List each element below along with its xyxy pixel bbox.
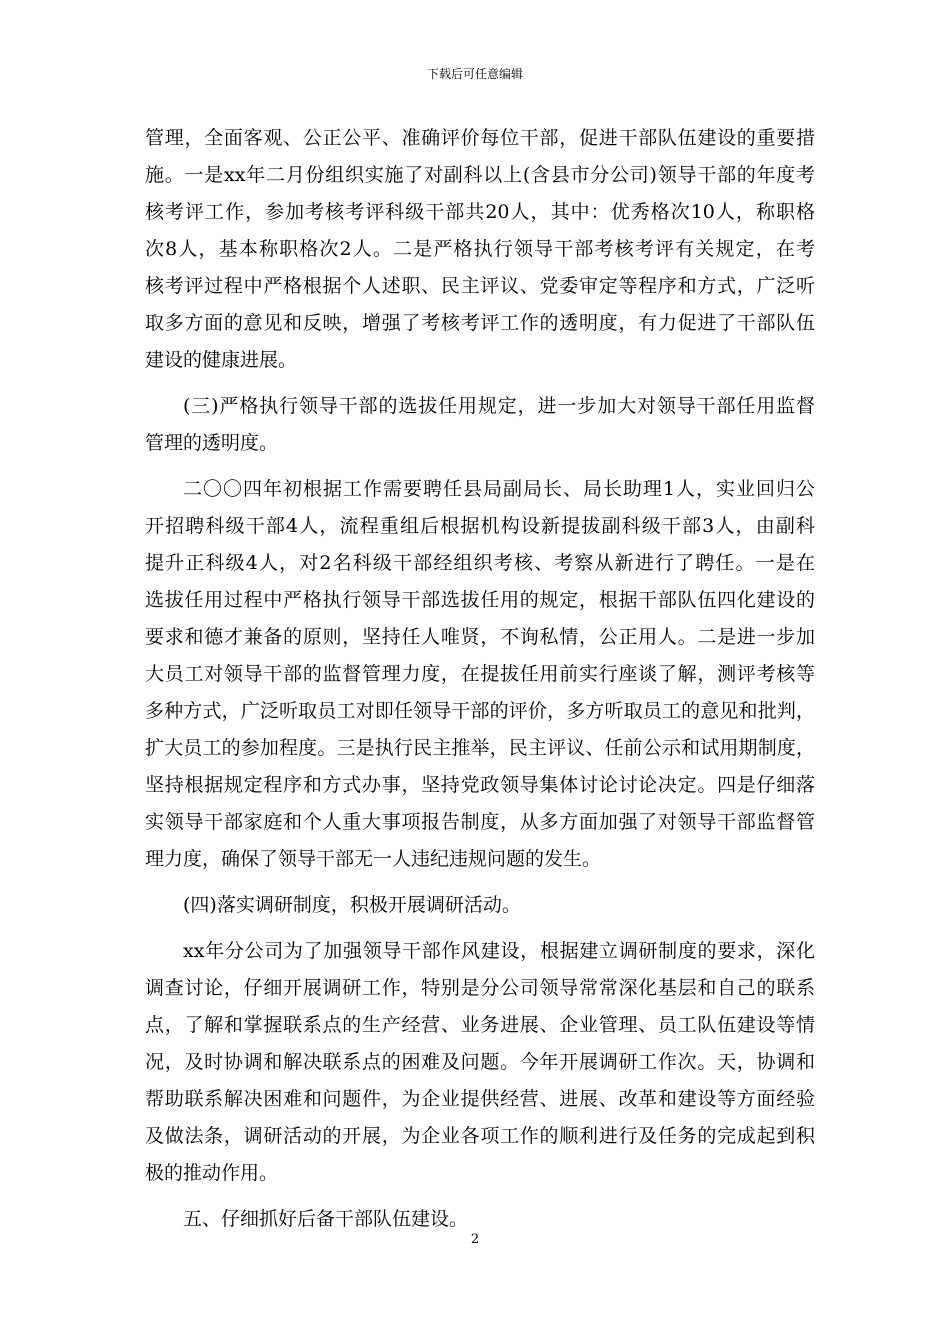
- text-line: 及做法条，调研活动的开展，为企业各项工作的顺利进行及任务的完成起到积: [145, 1125, 815, 1147]
- text-line: 二〇〇四年初根据工作需要聘任县局副局长、局长助理1人，实业回归公: [183, 478, 815, 500]
- text-line: 建设的健康进展。: [145, 349, 298, 371]
- text-line: 坚持根据规定程序和方式办事，坚持党政领导集体讨论讨论决定。四是仔细落: [145, 774, 815, 796]
- paragraph-3: [145, 471, 815, 878]
- text-line: 调查讨论，仔细开展调研工作，特别是分公司领导常常深化基层和自己的联系: [145, 977, 815, 999]
- page-number: 2: [470, 1232, 480, 1247]
- text-line: 大员工对领导干部的监督管理力度，在提拔任用前实行座谈了解，测评考核等: [145, 663, 815, 685]
- page-header: 下载后可任意编辑: [426, 67, 523, 81]
- document-body: [145, 120, 815, 1238]
- text-line: 扩大员工的参加程度。三是执行民主推举，民主评议、任前公示和试用期制度，: [145, 737, 815, 759]
- paragraph-4-heading: [145, 887, 815, 924]
- text-line: 要求和德才兼备的原则，坚持任人唯贤，不询私情，公正用人。二是进一步加: [145, 626, 815, 648]
- text-line: 况，及时协调和解决联系点的困难及问题。今年开展调研工作次。天，协调和: [145, 1051, 815, 1073]
- text-line: xx年分公司为了加强领导干部作风建设，根据建立调研制度的要求，深化: [183, 940, 815, 962]
- text-line: 次8人，基本称职格次2人。二是严格执行领导干部考核考评有关规定，在考: [145, 238, 815, 260]
- text-line: 核考评工作，参加考核考评科级干部共20人，其中：优秀格次10人，称职格: [145, 201, 815, 223]
- text-line: 核考评过程中严格根据个人述职、民主评议、党委审定等程序和方式，广泛听: [145, 275, 815, 297]
- text-line: 帮助联系解决困难和问题件，为企业提供经营、进展、改革和建设等方面经验: [145, 1088, 815, 1110]
- text-line: 管理的透明度。: [145, 432, 279, 454]
- text-line: (四)落实调研制度，积极开展调研活动。: [183, 894, 521, 916]
- paragraph-1: [145, 120, 815, 379]
- text-line: (三)严格执行领导干部的选拔任用规定，进一步加大对领导干部任用监督: [183, 395, 815, 417]
- text-line: 管理，全面客观、公正公平、准确评价每位干部，促进干部队伍建设的重要措: [145, 127, 815, 149]
- text-line: 实领导干部家庭和个人重大事项报告制度，从多方面加强了对领导干部监督管: [145, 811, 815, 833]
- paragraph-2-heading: [145, 388, 815, 462]
- text-line: 极的推动作用。: [145, 1162, 279, 1184]
- text-line: 点，了解和掌握联系点的生产经营、业务进展、企业管理、员工队伍建设等情: [145, 1014, 815, 1036]
- text-line: 理力度，确保了领导干部无一人违纪违规问题的发生。: [145, 848, 602, 870]
- paragraph-5: [145, 933, 815, 1192]
- text-line: 多种方式，广泛听取员工对即任领导干部的评价，多方听取员工的意见和批判，: [145, 700, 815, 722]
- text-line: 提升正科级4人，对2名科级干部经组织考核、考察从新进行了聘任。一是在: [145, 552, 815, 574]
- text-line: 开招聘科级干部4人，流程重组后根据机构设新提拔副科级干部3人，由副科: [145, 515, 815, 537]
- text-line: 五、仔细抓好后备干部队伍建设。: [183, 1208, 469, 1230]
- text-line: 施。一是xx年二月份组织实施了对副科以上(含县市分公司)领导干部的年度考: [145, 164, 815, 186]
- text-line: 取多方面的意见和反映，增强了考核考评工作的透明度，有力促进了干部队伍: [145, 312, 815, 334]
- text-line: 选拔任用过程中严格执行领导干部选拔任用的规定，根据干部队伍四化建设的: [145, 589, 815, 611]
